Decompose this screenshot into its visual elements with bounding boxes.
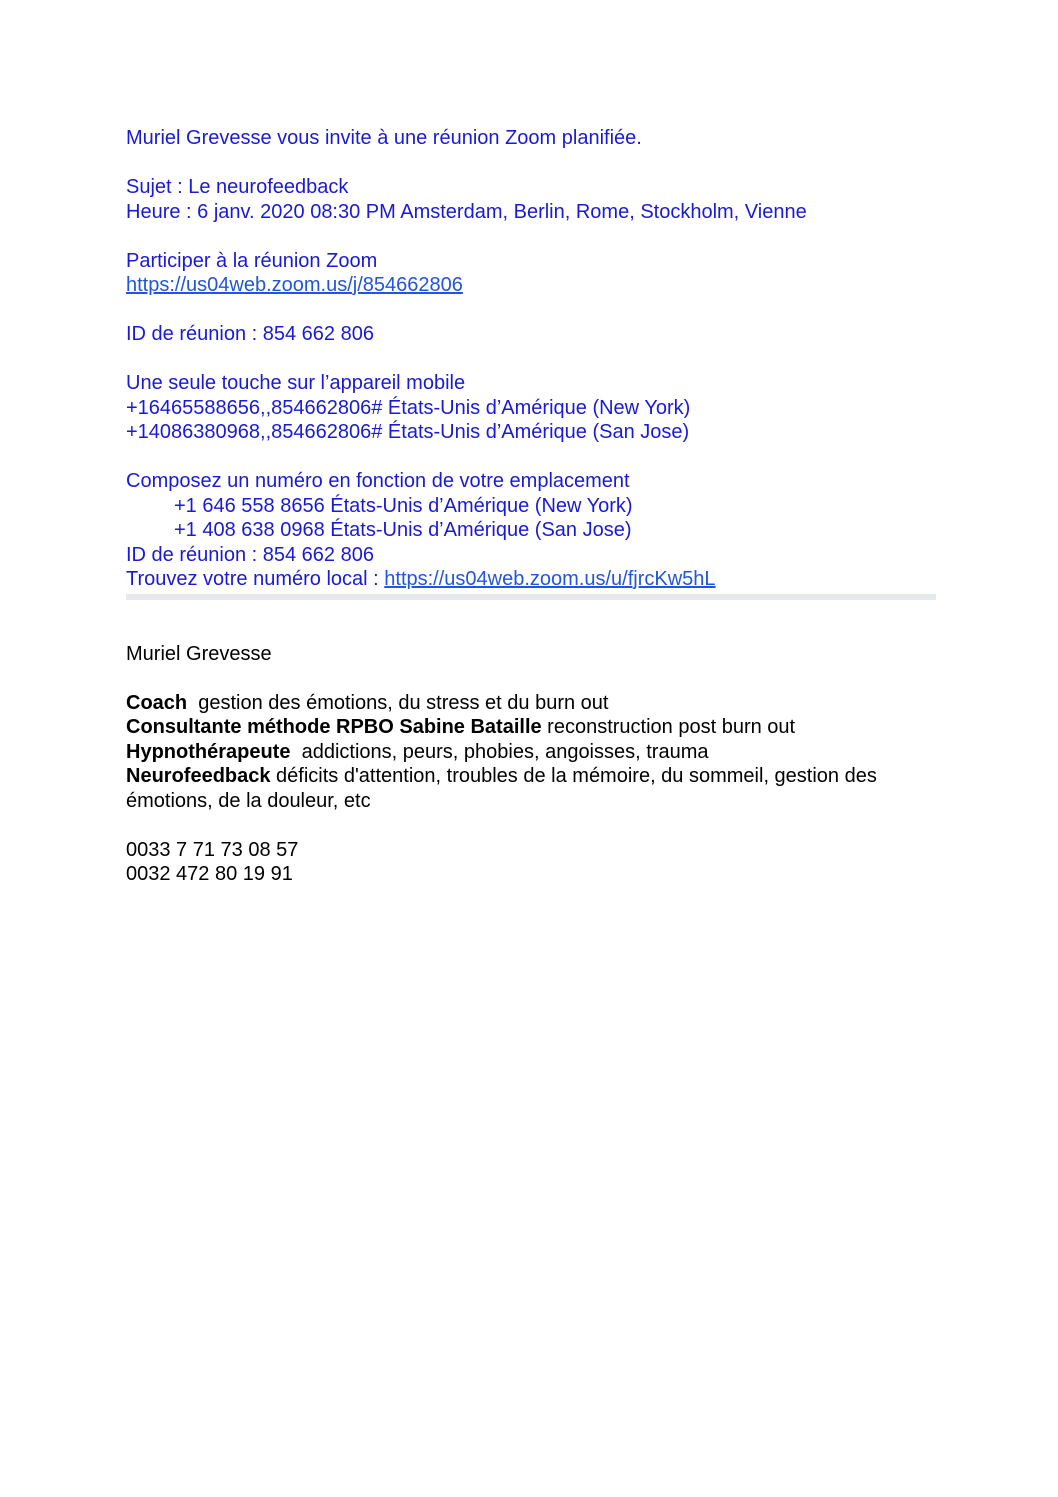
role-title: Coach	[126, 691, 188, 714]
phone-france: 0033 7 71 73 08 57	[126, 838, 299, 861]
role-desc: déficits d'attention, troubles de la mémoire, du sommeil, gestion des émotions, de la douleur, etc	[126, 765, 877, 812]
document-page	[126, 126, 936, 887]
role-consultante	[126, 715, 936, 740]
mobile-number-new-york: +16465588656,,854662806# États-Unis d’Amérique (New York)	[126, 396, 691, 419]
meeting-subject: Sujet : Le neurofeedback	[126, 176, 349, 198]
local-number-line	[126, 567, 936, 592]
mobile-label: Une seule touche sur l’appareil mobile	[126, 372, 466, 394]
meeting-id: ID de réunion : 854 662 806	[126, 323, 374, 345]
role-desc: gestion des émotions, du stress et du burn out	[187, 691, 609, 714]
phone-belgium: 0032 472 80 19 91	[126, 863, 293, 885]
local-number-label: Trouvez votre numéro local :	[126, 568, 385, 590]
dial-label: Composez un numéro en fonction de votre emplacement	[126, 470, 630, 492]
role-title: Neurofeedback	[126, 765, 271, 787]
meeting-time: Heure : 6 janv. 2020 08:30 PM Amsterdam, Berlin, Rome, Stockholm, Vienne	[126, 200, 807, 223]
role-title: Hypnothérapeute	[126, 740, 291, 763]
role-desc: reconstruction post burn out	[541, 716, 796, 738]
role-hypnotherapeute	[126, 740, 936, 765]
role-neurofeedback	[126, 764, 931, 813]
role-title: Consultante méthode RPBO Sabine Bataille	[126, 716, 542, 738]
role-desc: addictions, peurs, phobies, angoisses, trauma	[290, 740, 709, 763]
invite-intro: Muriel Grevesse vous invite à une réunion Zoom planifiée.	[126, 127, 642, 149]
dial-number-new-york: +1 646 558 8656 États-Unis d’Amérique (New York)	[174, 494, 633, 517]
join-link[interactable]: https://us04web.zoom.us/j/854662806	[126, 274, 463, 296]
meeting-id-repeat: ID de réunion : 854 662 806	[126, 543, 374, 566]
role-coach	[126, 691, 936, 716]
dial-number-san-jose: +1 408 638 0968 États-Unis d’Amérique (San Jose)	[174, 519, 632, 541]
mobile-number-san-jose: +14086380968,,854662806# États-Unis d’Amérique (San Jose)	[126, 421, 690, 443]
local-number-link[interactable]: https://us04web.zoom.us/u/fjrcKw5hL	[384, 568, 716, 590]
join-label: Participer à la réunion Zoom	[126, 249, 378, 272]
signature-name: Muriel Grevesse	[126, 642, 272, 665]
